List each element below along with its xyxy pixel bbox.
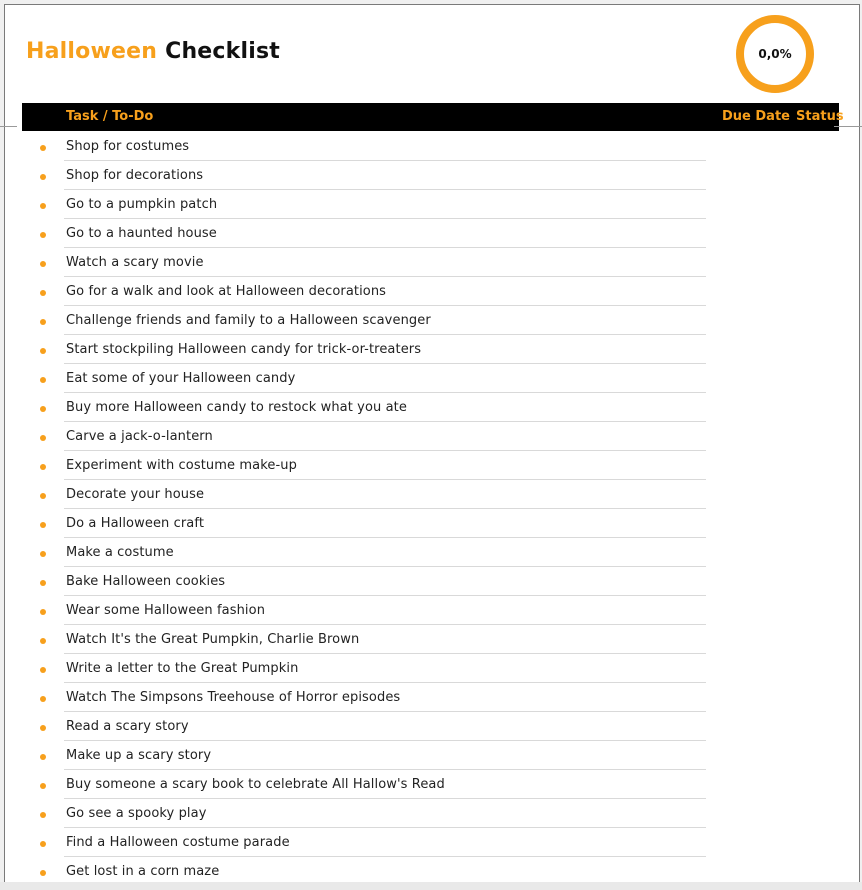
bullet-icon (40, 812, 46, 818)
task-label: Read a scary story (66, 719, 189, 734)
task-label: Challenge friends and family to a Halloween scavenger (66, 313, 431, 328)
task-cell[interactable] (64, 770, 706, 799)
bullet-icon (40, 551, 46, 557)
task-label: Decorate your house (66, 487, 205, 502)
bullet-icon (40, 261, 46, 267)
task-cell[interactable] (64, 277, 706, 306)
task-label: Go for a walk and look at Halloween decorations (66, 284, 387, 299)
list-item[interactable] (22, 306, 839, 335)
page-title (26, 39, 280, 64)
task-cell[interactable] (64, 596, 706, 625)
bullet-icon (40, 783, 46, 789)
task-cell[interactable] (64, 364, 706, 393)
task-label: Do a Halloween craft (66, 516, 205, 531)
task-label: Shop for costumes (66, 139, 190, 154)
bullet-icon (40, 406, 46, 412)
list-item[interactable] (22, 712, 839, 741)
list-item[interactable] (22, 770, 839, 799)
bullet-icon (40, 290, 46, 296)
task-cell[interactable] (64, 335, 706, 364)
bullet-icon (40, 319, 46, 325)
list-item[interactable] (22, 538, 839, 567)
task-label: Watch The Simpsons Treehouse of Horror episodes (66, 690, 401, 705)
task-cell[interactable] (64, 190, 706, 219)
column-header-task: Task / To-Do (66, 109, 154, 124)
bullet-icon (40, 754, 46, 760)
list-item[interactable] (22, 509, 839, 538)
task-cell[interactable] (64, 248, 706, 277)
task-cell[interactable] (64, 393, 706, 422)
task-label: Carve a jack-o-lantern (66, 429, 213, 444)
bullet-icon (40, 377, 46, 383)
list-item[interactable] (22, 132, 839, 161)
list-item[interactable] (22, 451, 839, 480)
list-item[interactable] (22, 161, 839, 190)
task-label: Start stockpiling Halloween candy for trick-or-treaters (66, 342, 422, 357)
bullet-icon (40, 638, 46, 644)
task-label: Write a letter to the Great Pumpkin (66, 661, 299, 676)
task-list (22, 132, 839, 886)
list-item[interactable] (22, 799, 839, 828)
progress-ring (734, 13, 816, 95)
task-label: Watch a scary movie (66, 255, 204, 270)
list-item[interactable] (22, 190, 839, 219)
list-item[interactable] (22, 828, 839, 857)
bullet-icon (40, 203, 46, 209)
page-rule-left (0, 126, 17, 127)
bullet-icon (40, 348, 46, 354)
task-cell[interactable] (64, 538, 706, 567)
task-cell[interactable] (64, 712, 706, 741)
table-header (22, 103, 844, 131)
task-label: Bake Halloween cookies (66, 574, 226, 589)
task-label: Get lost in a corn maze (66, 864, 220, 879)
task-label: Shop for decorations (66, 168, 204, 183)
task-cell[interactable] (64, 654, 706, 683)
list-item[interactable] (22, 219, 839, 248)
task-label: Go see a spooky play (66, 806, 207, 821)
bullet-icon (40, 580, 46, 586)
task-cell[interactable] (64, 132, 706, 161)
task-label: Buy someone a scary book to celebrate All Hallow's Read (66, 777, 445, 792)
task-cell[interactable] (64, 422, 706, 451)
list-item[interactable] (22, 422, 839, 451)
list-item[interactable] (22, 248, 839, 277)
task-cell[interactable] (64, 219, 706, 248)
task-cell[interactable] (64, 799, 706, 828)
task-label: Wear some Halloween fashion (66, 603, 266, 618)
title-rest: Checklist (165, 39, 280, 64)
task-cell[interactable] (64, 567, 706, 596)
bullet-icon (40, 522, 46, 528)
list-item[interactable] (22, 596, 839, 625)
task-label: Find a Halloween costume parade (66, 835, 290, 850)
bullet-icon (40, 174, 46, 180)
task-cell[interactable] (64, 451, 706, 480)
bullet-icon (40, 435, 46, 441)
list-item[interactable] (22, 567, 839, 596)
column-header-status: Status (796, 109, 844, 124)
window-bottom-strip (0, 882, 862, 890)
progress-label: 0,0% (758, 47, 792, 61)
task-cell[interactable] (64, 625, 706, 654)
bullet-icon (40, 609, 46, 615)
list-item[interactable] (22, 335, 839, 364)
bullet-icon (40, 667, 46, 673)
list-item[interactable] (22, 277, 839, 306)
task-label: Buy more Halloween candy to restock what you ate (66, 400, 407, 415)
task-cell[interactable] (64, 828, 706, 857)
task-cell[interactable] (64, 741, 706, 770)
task-label: Make a costume (66, 545, 174, 560)
bullet-icon (40, 464, 46, 470)
list-item[interactable] (22, 683, 839, 712)
bullet-icon (40, 841, 46, 847)
task-label: Make up a scary story (66, 748, 212, 763)
list-item[interactable] (22, 654, 839, 683)
task-label: Watch It's the Great Pumpkin, Charlie Brown (66, 632, 360, 647)
task-label: Experiment with costume make-up (66, 458, 297, 473)
list-item[interactable] (22, 741, 839, 770)
list-item[interactable] (22, 480, 839, 509)
list-item[interactable] (22, 364, 839, 393)
bullet-icon (40, 145, 46, 151)
task-label: Go to a pumpkin patch (66, 197, 218, 212)
task-cell[interactable] (64, 161, 706, 190)
page-rule-right (834, 126, 862, 127)
list-item[interactable] (22, 393, 839, 422)
column-header-due-date: Due Date (722, 109, 790, 124)
bullet-icon (40, 493, 46, 499)
list-item[interactable] (22, 625, 839, 654)
title-accent: Halloween (26, 39, 158, 64)
task-cell[interactable] (64, 509, 706, 538)
bullet-icon (40, 696, 46, 702)
task-cell[interactable] (64, 480, 706, 509)
task-label: Go to a haunted house (66, 226, 217, 241)
task-label: Eat some of your Halloween candy (66, 371, 296, 386)
bullet-icon (40, 725, 46, 731)
bullet-icon (40, 232, 46, 238)
bullet-icon (40, 870, 46, 876)
task-cell[interactable] (64, 683, 706, 712)
task-cell[interactable] (64, 306, 706, 335)
checklist-sheet (4, 4, 860, 890)
